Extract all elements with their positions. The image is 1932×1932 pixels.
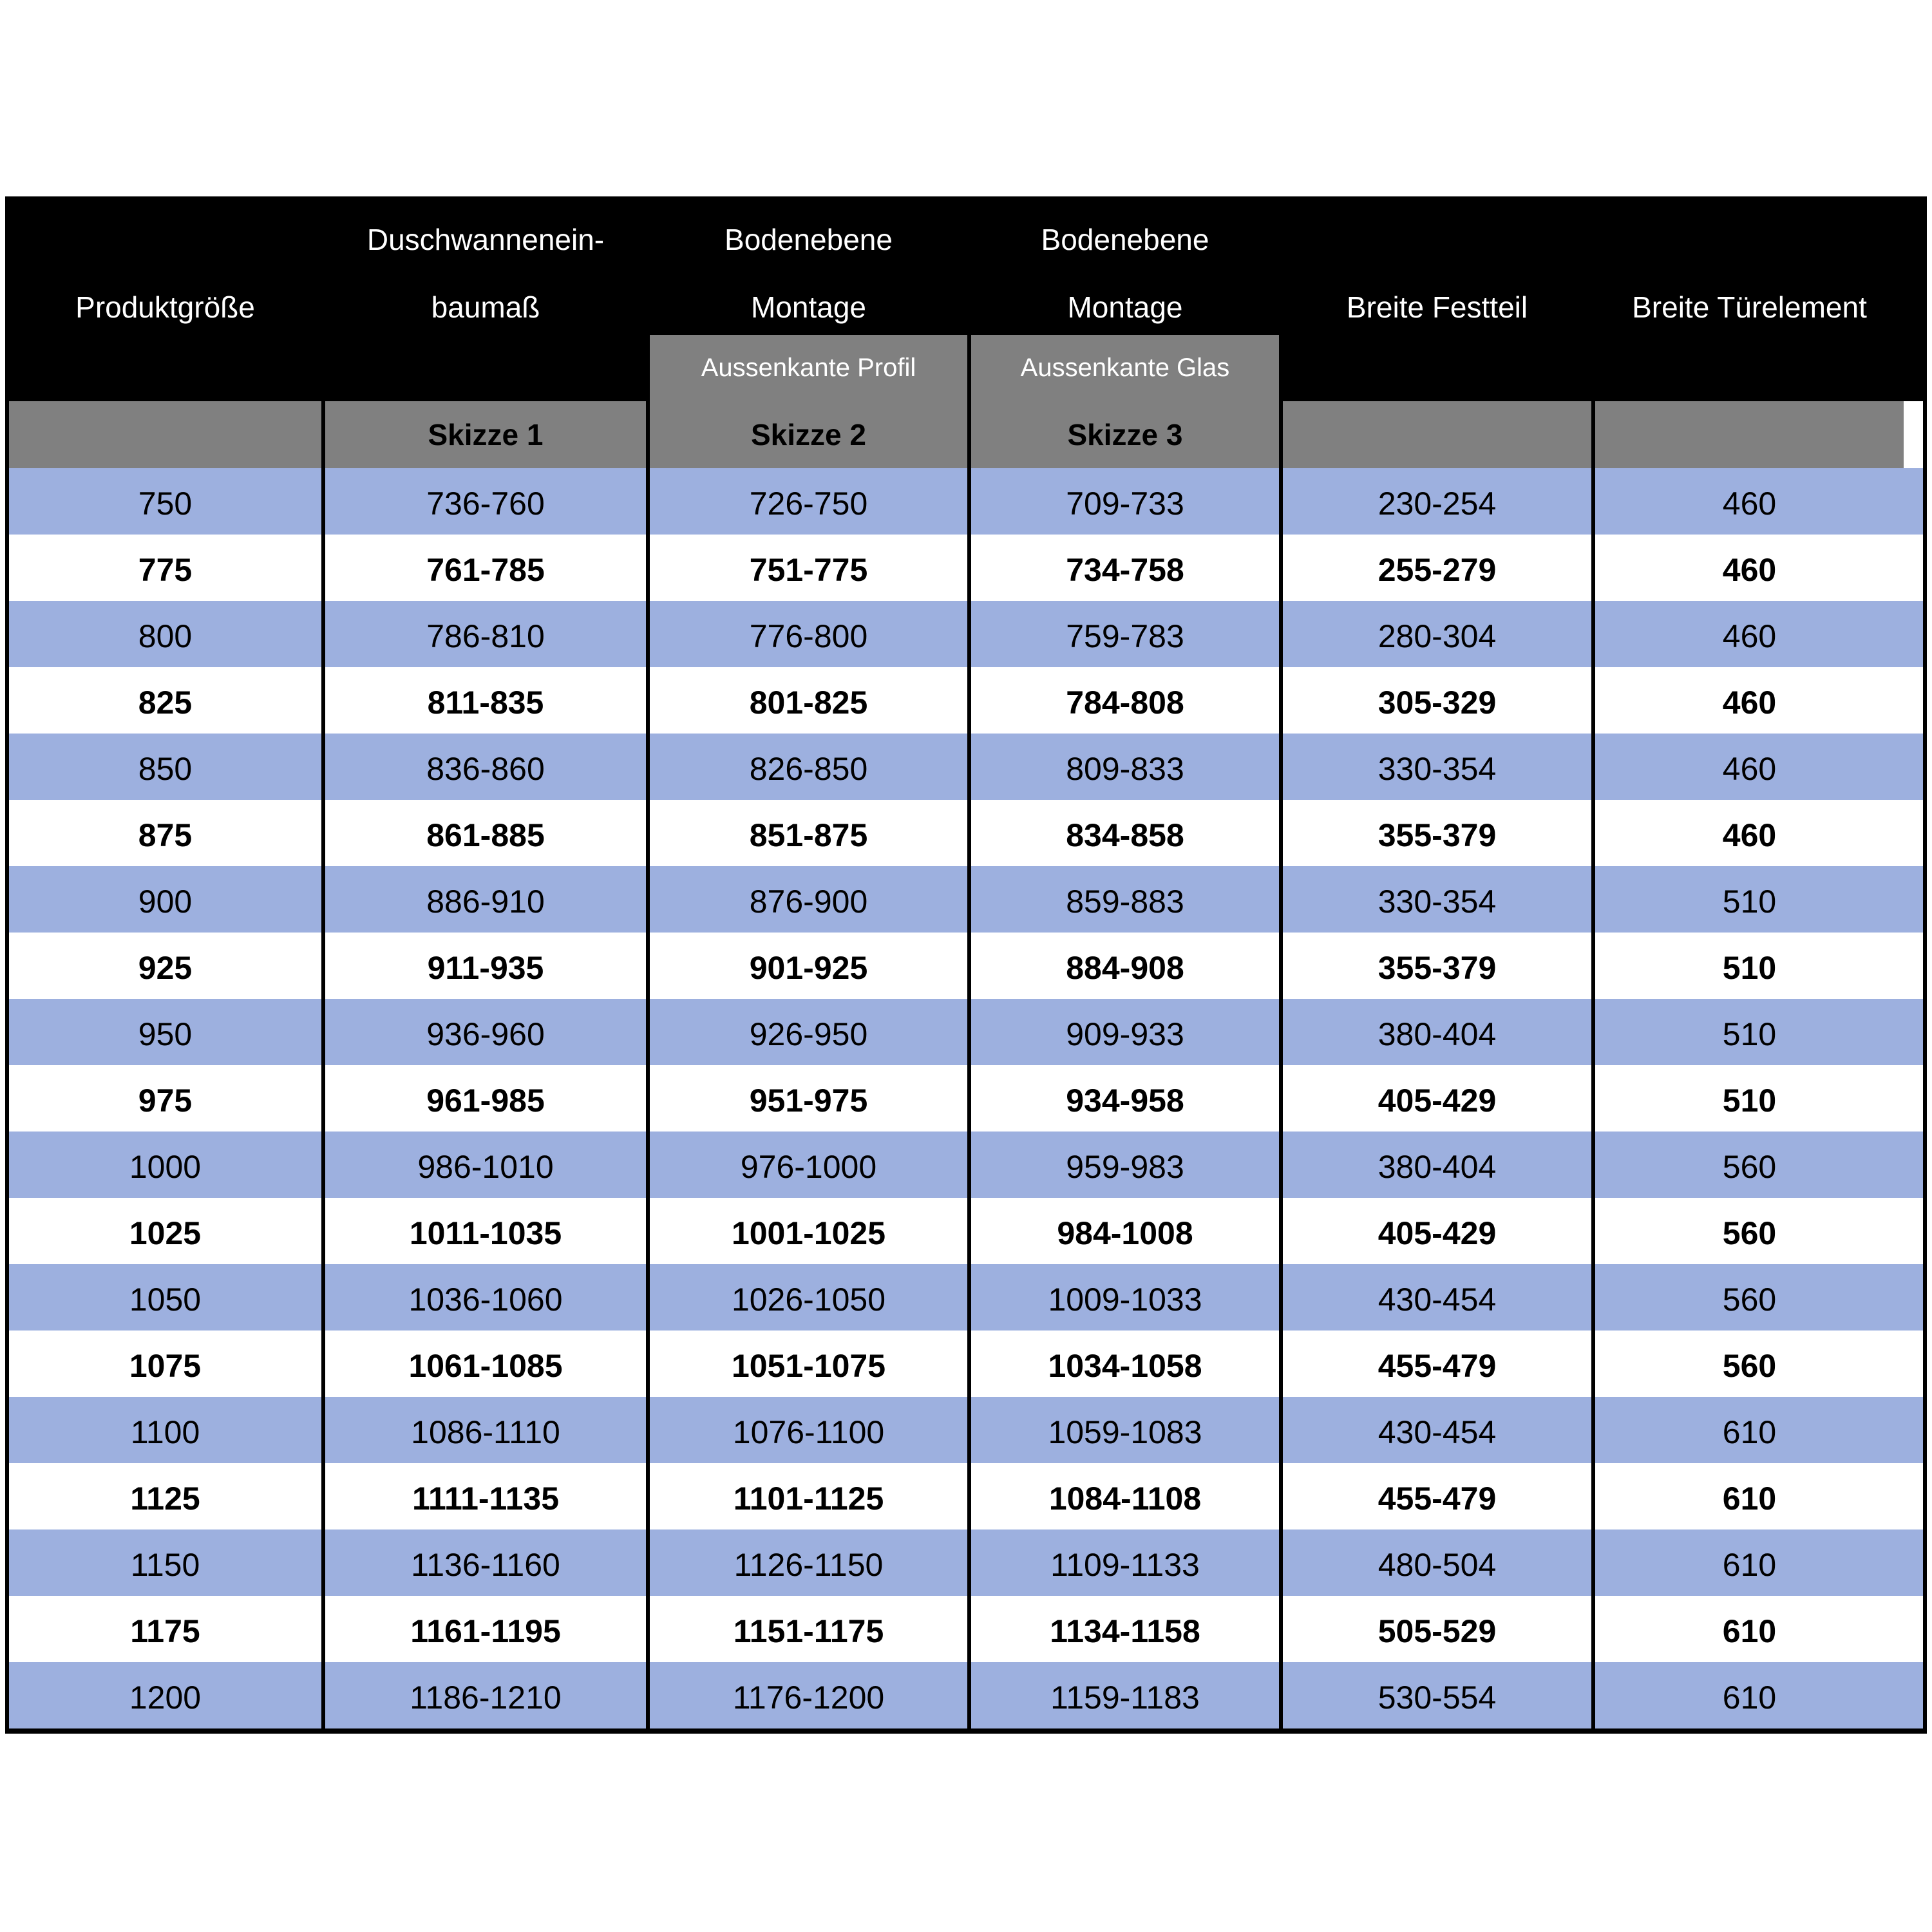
table-cell-produktgroesse: 1100 (9, 1397, 325, 1463)
table-cell-duschwanneneinbaumass: 936-960 (325, 999, 650, 1065)
table-cell-produktgroesse: 750 (9, 468, 325, 535)
table-cell-bodenebene-profil: 876-900 (650, 866, 971, 933)
table-cell-bodenebene-profil: 851-875 (650, 800, 971, 866)
table-cell-duschwanneneinbaumass: 1011-1035 (325, 1198, 650, 1264)
table-cell-bodenebene-profil: 1101-1125 (650, 1463, 971, 1530)
table-row (9, 1198, 1923, 1264)
table-cell-duschwanneneinbaumass: 1036-1060 (325, 1264, 650, 1331)
table-cell-bodenebene-glas: 1109-1133 (971, 1530, 1283, 1596)
table-cell-breite-festteil: 330-354 (1283, 734, 1595, 800)
table-cell-bodenebene-glas: 1034-1058 (971, 1331, 1283, 1397)
table-cell-breite-tuerelement: 510 (1722, 1016, 1777, 1052)
subheader-aussenkante-glas (971, 335, 1279, 401)
table-cell-produktgroesse: 1025 (9, 1198, 325, 1264)
table-cell-bodenebene-glas: 834-858 (971, 800, 1283, 866)
table-cell-breite-tuerelement: 460 (1722, 618, 1777, 654)
table-cell-breite-festteil: 405-429 (1283, 1198, 1595, 1264)
skizze-cell-3 (971, 354, 1283, 468)
table-row (9, 1463, 1923, 1530)
table-cell-produktgroesse: 1050 (9, 1264, 325, 1331)
table-cell-bodenebene-profil: 1051-1075 (650, 1331, 971, 1397)
skizze-1-label: Skizze 1 (428, 418, 544, 451)
table-cell-duschwanneneinbaumass: 1161-1195 (325, 1596, 650, 1662)
table-cell-produktgroesse: 1175 (9, 1596, 325, 1662)
table-body (9, 468, 1923, 1728)
table-cell-bodenebene-glas: 984-1008 (971, 1198, 1283, 1264)
table-row (9, 468, 1923, 535)
table-row (9, 1132, 1923, 1198)
header-label-line2: Montage (750, 290, 866, 324)
table-cell-duschwanneneinbaumass: 811-835 (325, 667, 650, 734)
table-cell-breite-tuerelement: 610 (1722, 1480, 1777, 1517)
table-cell-bodenebene-glas: 959-983 (971, 1132, 1283, 1198)
table-cell-bodenebene-profil: 976-1000 (650, 1132, 971, 1198)
table-cell-duschwanneneinbaumass: 1136-1160 (325, 1530, 650, 1596)
table-cell-breite-festteil: 505-529 (1283, 1596, 1595, 1662)
aussenkante-glas-label: Aussenkante Glas (1020, 354, 1230, 382)
table-row (9, 1264, 1923, 1331)
table-cell-bodenebene-profil: 751-775 (650, 535, 971, 601)
table-cell-produktgroesse: 1125 (9, 1463, 325, 1530)
header-cell-breite-festteil (1283, 196, 1595, 401)
table-cell-produktgroesse: 925 (9, 933, 325, 999)
table-cell-bodenebene-glas: 784-808 (971, 667, 1283, 734)
table-cell-breite-festteil: 230-254 (1283, 468, 1595, 535)
table-cell-duschwanneneinbaumass: 961-985 (325, 1065, 650, 1132)
table-cell-bodenebene-glas: 809-833 (971, 734, 1283, 800)
skizze-cell-empty-produktgroesse (9, 401, 325, 468)
header-cell-duschwanneneinbaumass (325, 196, 650, 401)
table-cell-produktgroesse: 800 (9, 601, 325, 667)
table-cell-breite-festteil: 305-329 (1283, 667, 1595, 734)
table-cell-duschwanneneinbaumass: 736-760 (325, 468, 650, 535)
table-cell-bodenebene-glas: 909-933 (971, 999, 1283, 1065)
table-cell-breite-festteil: 430-454 (1283, 1264, 1595, 1331)
table-cell-breite-tuerelement: 510 (1722, 949, 1777, 986)
table-cell-bodenebene-profil: 1176-1200 (650, 1662, 971, 1728)
table-cell-breite-festteil: 455-479 (1283, 1331, 1595, 1397)
table-row (9, 535, 1923, 601)
table-cell-duschwanneneinbaumass: 886-910 (325, 866, 650, 933)
table-cell-duschwanneneinbaumass: 786-810 (325, 601, 650, 667)
table-cell-breite-festteil: 530-554 (1283, 1662, 1595, 1728)
table-cell-produktgroesse: 950 (9, 999, 325, 1065)
table-cell-bodenebene-profil: 776-800 (650, 601, 971, 667)
table-cell-breite-tuerelement: 610 (1722, 1546, 1777, 1583)
skizze-2-label: Skizze 2 (751, 418, 866, 451)
table-cell-breite-festteil: 455-479 (1283, 1463, 1595, 1530)
table-cell-produktgroesse: 1200 (9, 1662, 325, 1728)
table-cell-produktgroesse: 1150 (9, 1530, 325, 1596)
table-cell-bodenebene-profil: 901-925 (650, 933, 971, 999)
header-label-line2: Montage (1067, 290, 1183, 324)
table-cell-bodenebene-profil: 951-975 (650, 1065, 971, 1132)
table-cell-bodenebene-glas: 1084-1108 (971, 1463, 1283, 1530)
table-cell-bodenebene-profil: 926-950 (650, 999, 971, 1065)
table-cell-bodenebene-glas: 934-958 (971, 1065, 1283, 1132)
table-cell-breite-tuerelement: 510 (1722, 1082, 1777, 1119)
table-cell-duschwanneneinbaumass: 761-785 (325, 535, 650, 601)
header-cell-produktgroesse (9, 196, 325, 401)
table-row (9, 866, 1923, 933)
table-cell-bodenebene-glas: 734-758 (971, 535, 1283, 601)
table-cell-breite-festteil: 255-279 (1283, 535, 1595, 601)
skizze-3-label: Skizze 3 (1067, 418, 1183, 451)
table-cell-duschwanneneinbaumass: 1186-1210 (325, 1662, 650, 1728)
table-row (9, 601, 1923, 667)
skizze-cell-1 (325, 401, 650, 468)
table-cell-duschwanneneinbaumass: 1086-1110 (325, 1397, 650, 1463)
table-cell-produktgroesse: 775 (9, 535, 325, 601)
table-cell-bodenebene-profil: 1001-1025 (650, 1198, 971, 1264)
table-row (9, 1596, 1923, 1662)
table-cell-breite-festteil: 330-354 (1283, 866, 1595, 933)
table-cell-produktgroesse: 875 (9, 800, 325, 866)
skizze-row (9, 354, 1923, 468)
table-cell-breite-festteil: 430-454 (1283, 1397, 1595, 1463)
table-cell-bodenebene-profil: 1076-1100 (650, 1397, 971, 1463)
skizze-cell-empty-tuerelement (1595, 401, 1904, 468)
header-label-line1: Bodenebene (1041, 223, 1209, 256)
table-cell-bodenebene-profil: 1126-1150 (650, 1530, 971, 1596)
size-table (5, 196, 1927, 1734)
table-cell-duschwanneneinbaumass: 836-860 (325, 734, 650, 800)
table-cell-bodenebene-glas: 1059-1083 (971, 1397, 1283, 1463)
subheader-aussenkante-profil (650, 335, 967, 401)
header-cell-breite-tuerelement (1595, 196, 1904, 401)
table-cell-duschwanneneinbaumass: 1061-1085 (325, 1331, 650, 1397)
table-cell-breite-tuerelement: 460 (1722, 750, 1777, 787)
table-cell-breite-festteil: 280-304 (1283, 601, 1595, 667)
table-cell-breite-tuerelement: 460 (1722, 684, 1777, 721)
header-label-line1: Bodenebene (724, 223, 893, 256)
table-cell-bodenebene-glas: 884-908 (971, 933, 1283, 999)
table-cell-breite-tuerelement: 610 (1722, 1414, 1777, 1450)
table-cell-breite-festteil: 380-404 (1283, 999, 1595, 1065)
table-cell-bodenebene-profil: 1151-1175 (650, 1596, 971, 1662)
table-row (9, 734, 1923, 800)
table-cell-breite-tuerelement: 560 (1722, 1347, 1777, 1384)
table-cell-duschwanneneinbaumass: 911-935 (325, 933, 650, 999)
table-cell-bodenebene-glas: 859-883 (971, 866, 1283, 933)
skizze-cell-empty-festteil (1283, 401, 1595, 468)
table-row (9, 999, 1923, 1065)
table-cell-produktgroesse: 1075 (9, 1331, 325, 1397)
table-cell-produktgroesse: 850 (9, 734, 325, 800)
table-cell-bodenebene-glas: 1009-1033 (971, 1264, 1283, 1331)
table-cell-bodenebene-profil: 1026-1050 (650, 1264, 971, 1331)
header-label-line2: baumaß (431, 290, 540, 324)
table-cell-produktgroesse: 975 (9, 1065, 325, 1132)
table-cell-breite-tuerelement: 460 (1722, 817, 1777, 853)
table-cell-breite-festteil: 380-404 (1283, 1132, 1595, 1198)
header-label-line1: Duschwannenein- (366, 223, 605, 256)
table-cell-duschwanneneinbaumass: 861-885 (325, 800, 650, 866)
table-cell-duschwanneneinbaumass: 1111-1135 (325, 1463, 650, 1530)
table-cell-bodenebene-glas: 1134-1158 (971, 1596, 1283, 1662)
table-row (9, 1662, 1923, 1728)
table-cell-produktgroesse: 900 (9, 866, 325, 933)
table-cell-duschwanneneinbaumass: 986-1010 (325, 1132, 650, 1198)
table-cell-breite-festteil: 355-379 (1283, 800, 1595, 866)
skizze-cell-2 (650, 354, 971, 468)
table-cell-breite-tuerelement: 610 (1722, 1613, 1777, 1649)
table-cell-breite-tuerelement: 560 (1722, 1148, 1777, 1185)
table-row (9, 933, 1923, 999)
table-cell-bodenebene-profil: 826-850 (650, 734, 971, 800)
table-cell-bodenebene-profil: 726-750 (650, 468, 971, 535)
header-label: Breite Türelement (1632, 290, 1867, 324)
aussenkante-profil-label: Aussenkante Profil (701, 354, 916, 382)
table-cell-breite-tuerelement: 560 (1722, 1281, 1777, 1318)
table-cell-bodenebene-profil: 801-825 (650, 667, 971, 734)
table-cell-breite-tuerelement: 460 (1722, 551, 1777, 588)
header-label: Produktgröße (75, 290, 255, 324)
table-row (9, 1397, 1923, 1463)
table-cell-bodenebene-glas: 759-783 (971, 601, 1283, 667)
table-cell-breite-tuerelement: 560 (1722, 1215, 1777, 1251)
table-row (9, 1065, 1923, 1132)
table-cell-breite-festteil: 480-504 (1283, 1530, 1595, 1596)
table-cell-breite-tuerelement: 510 (1722, 883, 1777, 920)
header-label: Breite Festteil (1346, 290, 1528, 324)
table-row (9, 1331, 1923, 1397)
table-cell-breite-festteil: 355-379 (1283, 933, 1595, 999)
table-cell-breite-tuerelement: 610 (1722, 1679, 1777, 1716)
table-cell-breite-tuerelement: 460 (1722, 485, 1777, 522)
table-cell-bodenebene-glas: 709-733 (971, 468, 1283, 535)
table-row (9, 1530, 1923, 1596)
table-cell-produktgroesse: 825 (9, 667, 325, 734)
table-row (9, 800, 1923, 866)
table-row (9, 667, 1923, 734)
table-cell-breite-festteil: 405-429 (1283, 1065, 1595, 1132)
table-cell-bodenebene-glas: 1159-1183 (971, 1662, 1283, 1728)
table-cell-produktgroesse: 1000 (9, 1132, 325, 1198)
